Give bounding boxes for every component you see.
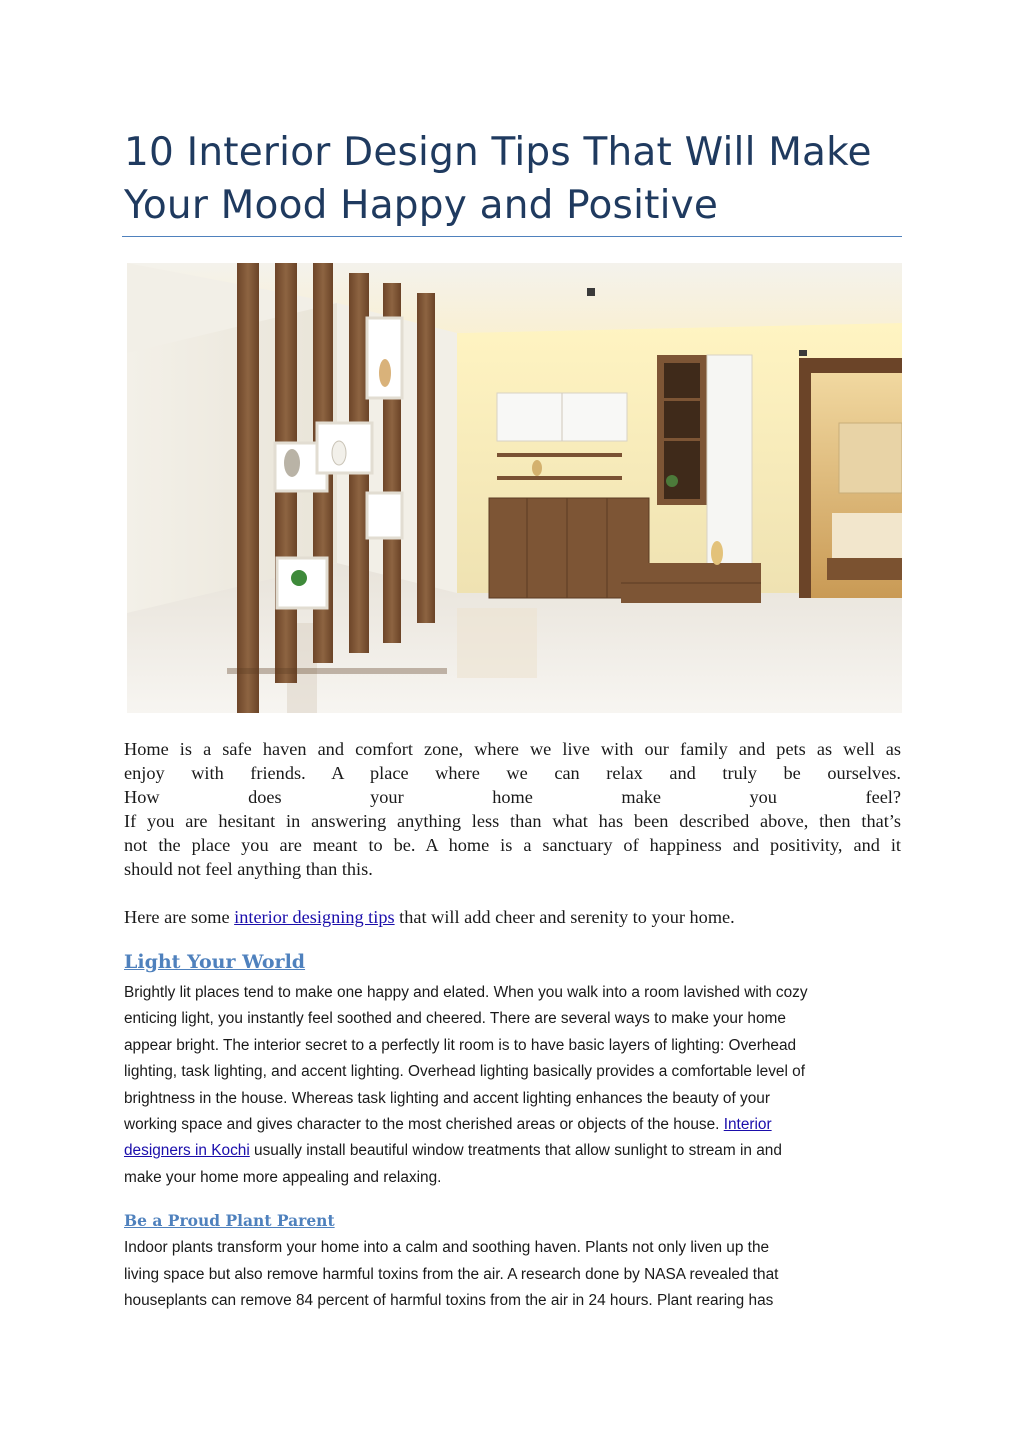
body-line: Brightly lit places tend to make one happy and elated. When you walk into a room lavished with cozy: [124, 984, 808, 1001]
section-body-light: [124, 980, 904, 1191]
body-line: enticing light, you instantly feel soothed and cheered. There are several ways to make your home: [124, 1010, 786, 1028]
tips-prefix: Here are some: [124, 907, 235, 927]
intro-line: Home is a safe haven and comfort zone, where we live with our family and pets as well as: [124, 739, 901, 759]
intro-line: If you are hesitant in answering anything less than what has been described above, then that’s: [124, 811, 901, 831]
tips-suffix: that will add cheer and serenity to your home.: [394, 907, 735, 927]
body-line: houseplants can remove 84 percent of harmful toxins from the air in 24 hours. Plant rearing has: [124, 1292, 774, 1310]
interior-designing-tips-link[interactable]: interior designing tips: [234, 907, 395, 927]
body-line: make your home more appealing and relaxing.: [124, 1168, 442, 1186]
body-text: working space and gives character to the most cherished areas or objects of the house.: [124, 1116, 724, 1134]
hero-interior-image: [127, 263, 902, 713]
title-divider: [122, 236, 902, 237]
interior-illustration: [127, 263, 902, 713]
intro-line: not the place you are meant to be. A home is a sanctuary of happiness and positivity, and it: [124, 835, 901, 855]
paragraph-spacer: [124, 881, 901, 905]
body-line: Indoor plants transform your home into a calm and soothing haven. Plants not only liven up the: [124, 1239, 770, 1256]
section-body-plants: [124, 1235, 904, 1315]
body-line: living space but also remove harmful toxins from the air. A research done by NASA revealed that: [124, 1265, 779, 1283]
interior-designers-kochi-link[interactable]: Interior: [723, 1116, 772, 1134]
title-line-2: Your Mood Happy and Positive: [124, 183, 719, 228]
body-line: lighting, task lighting, and accent lighting. Overhead lighting basically provides a comfortable level of: [124, 1063, 805, 1081]
title-line-1: 10 Interior Design Tips That Will Make: [124, 130, 872, 175]
page-title: [124, 126, 904, 232]
intro-line: How does your home make you feel?: [124, 787, 901, 807]
body-line: brightness in the house. Whereas task lighting and accent lighting enhances the beauty of your: [124, 1089, 770, 1107]
intro-line: should not feel anything than this.: [124, 859, 373, 879]
body-text: usually install beautiful window treatments that allow sunlight to stream in and: [249, 1142, 782, 1160]
body-line: [124, 1112, 904, 1138]
body-line: [124, 1138, 904, 1164]
intro-line: enjoy with friends. A place where we can relax and truly be ourselves.: [124, 763, 901, 783]
intro-section: [124, 737, 901, 929]
tips-paragraph: [124, 905, 901, 929]
interior-designers-kochi-link[interactable]: designers in Kochi: [124, 1142, 250, 1160]
section-heading-light-your-world: Light Your World: [124, 951, 306, 973]
section-heading-plant-parent: Be a Proud Plant Parent: [124, 1211, 335, 1230]
body-line: appear bright. The interior secret to a perfectly lit room is to have basic layers of lighting: Overhead: [124, 1036, 797, 1054]
